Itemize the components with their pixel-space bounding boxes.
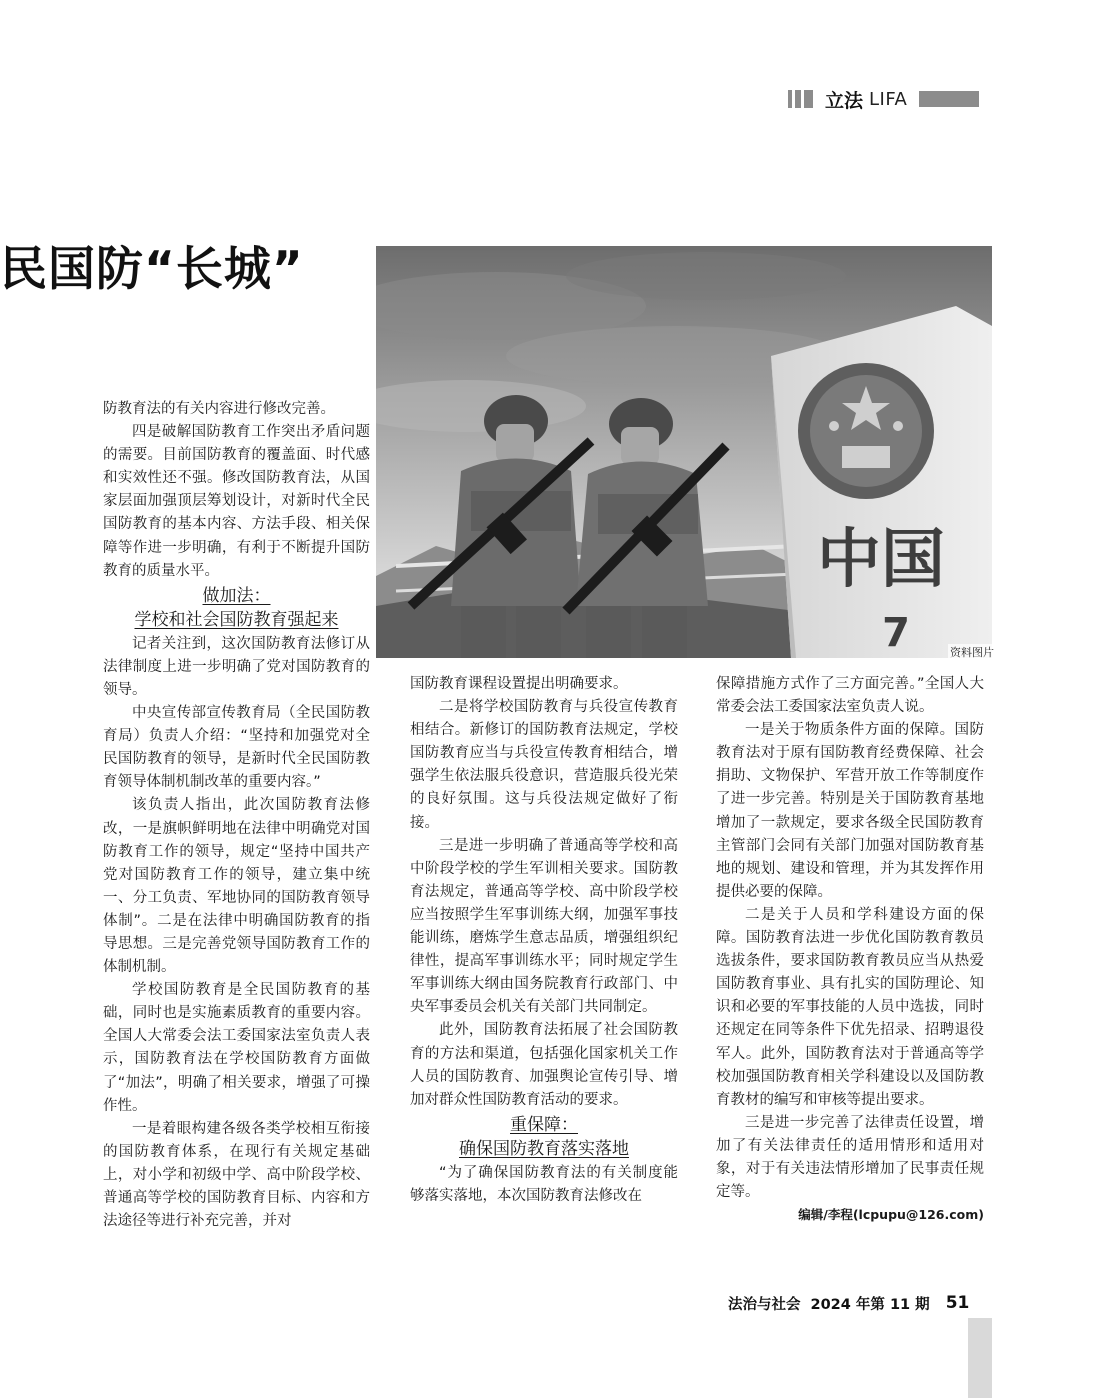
section-heading-line2: 确保国防教育落实落地 [459, 1138, 629, 1159]
section-heading-line1: 重保障： [510, 1114, 578, 1135]
paragraph: 保障措施方式作了三方面完善。”全国人大常委会法工委国家法室负责人说。 [716, 676, 984, 716]
paragraph: “为了确保国防教育法的有关制度能够落实落地，本次国防教育法修改在 [410, 1164, 678, 1204]
soldiers-border-marker-image [376, 246, 992, 658]
editor-credit: 编辑/李程(lcpupu@126.com) [798, 1207, 984, 1223]
section-heading [103, 584, 370, 632]
article-column-2 [410, 673, 678, 1208]
paragraph: 二是关于人员和学科建设方面的保障。国防教育法进一步优化国防教育教员选拔条件，要求国防教育教员应当从热爱国防教育事业、具有扎实的国防理论、知识和必要的军事技能的人员中选拔，同时还规定在同等条件下优先招录、招聘退役军人。此外，国防教育法对于普通高等学校加强国防教育相关学科建设以及国防教育教材的编写和审核等提出要求。 [716, 906, 984, 1108]
section-bars-decoration [788, 90, 813, 108]
magazine-name: 法治与社会 [728, 1296, 801, 1313]
monument-text: 中国 [817, 523, 945, 597]
article-photo [376, 246, 992, 658]
paragraph: 中央宣传部宣传教育局（全民国防教育局）负责人介绍：“坚持和加强党对全民国防教育的领导，是新时代全民国防教育领导体制机制改革的重要内容。” [103, 705, 370, 791]
paragraph: 防教育法的有关内容进行修改完善。 [103, 401, 335, 417]
section-name-cn: 立法 [825, 89, 864, 112]
section-heading-line2: 学校和社会国防教育强起来 [134, 609, 339, 630]
section-name-en: LIFA [869, 88, 908, 110]
national-emblem-icon [798, 363, 934, 499]
page-footer [728, 1290, 992, 1316]
paragraph: 三是进一步完善了法律责任设置，增加了有关法律责任的适用情形和适用对象，对于有关违法情形增加了民事责任规定等。 [716, 1114, 984, 1201]
paragraph: 一是着眼构建各级各类学校相互衔接的国防教育体系，在现行有关规定基础上，对小学和初级中学、高中阶段学校、普通高等学校的国防教育目标、内容和方法途径等进行补充完善，并对 [103, 1120, 370, 1230]
article-column-1 [103, 398, 370, 1233]
paragraph: 国防教育课程设置提出明确要求。 [410, 676, 628, 692]
paragraph: 四是破解国防教育工作突出矛盾问题的需要。目前国防教育的覆盖面、时代感和实效性还不强。修改国防教育法，从国家层面加强顶层筹划设计，对新时代全民国防教育的基本内容、方法手段、相关保障等作进一步明确，有利于不断提升国防教育的质量水平。 [103, 424, 370, 579]
issue-label: 2024 年第 11 期 [810, 1296, 930, 1313]
article-headline: 民国防“长城” [0, 242, 304, 297]
page-number: 51 [945, 1293, 970, 1313]
section-heading [410, 1113, 678, 1161]
photo-credit: 资料图片 [950, 646, 994, 659]
paragraph: 三是进一步明确了普通高等学校和高中阶段学校的学生军训相关要求。国防教育法规定，普通高等学校、高中阶段学校应当按照学生军事训练大纲，加强军事技能训练，磨炼学生意志品质，增强组织纪律性，提高军事训练水平；同时规定学生军事训练大纲由国务院教育行政部门、中央军事委员会机关有关部门共同制定。 [410, 837, 678, 1016]
section-tag [788, 86, 979, 112]
paragraph: 此外，国防教育法拓展了社会国防教育的方法和渠道，包括强化国家机关工作人员的国防教育、加强舆论宣传引导、增加对群众性国防教育活动的要求。 [410, 1022, 678, 1108]
paragraph: 二是将学校国防教育与兵役宣传教育相结合。新修订的国防教育法规定，学校国防教育应当与兵役宣传教育相结合，增强学生依法服兵役意识，营造服兵役光荣的良好氛围。这与兵役法规定做好了衔接。 [410, 699, 678, 831]
page-edge-strip [968, 1318, 992, 1398]
paragraph: 一是关于物质条件方面的保障。国防教育法对于原有国防教育经费保障、社会捐助、文物保护、军营开放工作等制度作了进一步完善。特别是关于国防教育基地增加了一款规定，要求各级全民国防教育主管部门会同有关部门加强对国防教育基地的规划、建设和管理，并为其发挥作用提供必要的保障。 [716, 722, 984, 900]
monument-number: 7 [882, 610, 910, 656]
paragraph: 学校国防教育是全民国防教育的基础，同时也是实施素质教育的重要内容。全国人大常委会法工委国家法室负责人表示，国防教育法在学校国防教育方面做了“加法”，明确了相关要求，增强了可操作性。 [103, 982, 370, 1114]
article-column-3 [716, 673, 984, 1226]
paragraph: 记者关注到，这次国防教育法修订从法律制度上进一步明确了党对国防教育的领导。 [103, 635, 370, 698]
section-bar-decoration [919, 91, 979, 107]
paragraph: 该负责人指出，此次国防教育法修改，一是旗帜鲜明地在法律中明确党对国防教育工作的领导，规定“坚持中国共产党对国防教育工作的领导，建立集中统一、分工负责、军地协同的国防教育领导体制”。二是在法律中明确国防教育的指导思想。三是完善党领导国防教育工作的体制机制。 [103, 797, 370, 976]
section-heading-line1: 做加法： [202, 585, 271, 606]
